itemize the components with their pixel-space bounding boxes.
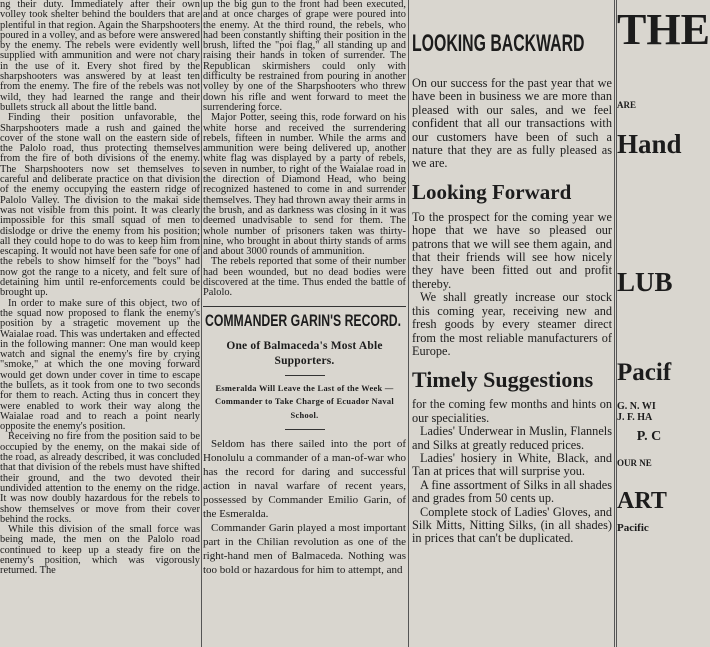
text-fragment: Hand (617, 129, 682, 159)
text-fragment: ART (617, 488, 667, 514)
ad-paragraph: A fine assortment of Silks in all shades and grades from 50 cents up. (412, 477, 612, 506)
column-3-advertisement (412, 0, 612, 647)
ad-paragraph: On our success for the past year that we have been in business we are more than pleased with our sales, and we feel confident that all our transactions with our customers have been of such a nature that they are as fully pleased as we are. (412, 76, 612, 171)
looking-backward-heading: LOOKING BACKWARD (412, 30, 585, 57)
article-paragraph: ng their duty. Immediately after their own volley took shelter behind the boulders that are plentiful in that region. Again the Sharpshooters poured in a volley, and as before were answered by the enemy. The rebels were evidently well supplied with ammunition and were not chary in the use of it. Every shot fired by the sharpshooters was answered by at least ten from the enemy. The fire of the rebels was not wild, they had learned the range and their bullets struck all about the little band. (0, 0, 200, 113)
ad-paragraph: We shall greatly increase our stock this coming year, receiving new and fresh goods by every steamer direct from the most reliable manufacturers of Europe. (412, 290, 612, 358)
ad-paragraph: Ladies' Underwear in Muslin, Flannels and Silks at greatly reduced prices. (412, 424, 612, 452)
timely-suggestions-heading: Timely Suggestions (412, 367, 594, 393)
column-rule (201, 0, 202, 647)
text-fragment: P. C (636, 429, 662, 444)
article-paragraph: While this division of the small force was being made, the men on the Palolo road continued to keep up a steady fire on the enemy's position, which was vigorously returned. The (0, 524, 200, 577)
garin-deck: Esmeralda Will Leave the Last of the Week — Commander to Take Charge of Ecuador Naval School. (214, 383, 395, 420)
article-paragraph: Finding their position unfavorable, the Sharpshooters made a rush and gained the cover of the stone wall on the eastern side of the Palolo road, thus protecting themselves from the fire of both divisions of the enemy. The Sharpshooters now set themselves to careful and deliberate practice on that division of the enemy occupying the eastern ridge of Palolo Valley. The division to the makai side was not visible from this point. It was clearly impossible for this small squad of men to dislodge or drive the enemy from his position; all they could hope to do was to keep him from escaping. It would not have been safe for one of the rebels to show himself for the "boys" had now got the range to a nicety, and felt sure of detaining him until re-enforcements could be brought up. (0, 112, 200, 299)
text-fragment: Pacific (617, 522, 649, 534)
column-rule (614, 0, 615, 647)
looking-forward-heading: Looking Forward (412, 179, 572, 204)
garin-headline: COMMANDER GARIN'S RECORD. (205, 310, 402, 330)
garin-subhead: One of Balmaceda's Most Able Supporters. (226, 339, 383, 367)
text-fragment: ARE (617, 100, 637, 110)
ad-paragraph: for the coming few months and hints on our specialities. (412, 397, 612, 425)
headline-wrap (203, 311, 406, 333)
section-divider (203, 306, 406, 307)
column-rule (408, 0, 409, 647)
column-2 (203, 0, 406, 647)
article-paragraph: up the big gun to the front had been executed, and at once charges of grape were poured into the enemy. At the third round, the rebels, who had been constantly shifting their position in the brush, lifted the "poi flag," all standing up and raising their hands in token of surrender. The Republican skirmishers could only with difficulty be restrained from pouring in another volley by one of the Sharpshooters who threw down his rifle and went forward to meet the surrendering force. (203, 0, 406, 113)
article-paragraph: In order to make sure of this object, two of the squad now proposed to flank the enemy's position by a stragetic movement up the Waialae road. This was undertaken and effected in the following manner: One man would keep watch and signal the enemy's fire by crying "smoke," at which the one moving forward would get down under cover in time to escape the bullets, as it took from one to two seconds for them to reach. Acting thus in concert they were enabled to work their way along the Waialae road and to reach a point nearly opposite the enemy's position. (0, 297, 200, 433)
article-paragraph: Major Potter, seeing this, rode forward on his white horse and received the surrendering rebels, fifteen in number. While the arms and ammunition were being delivered up, another white flag was displayed by a party of rebels, seven in number, to right of the Waialae road in the direction of Diamond Head, who being recognized hastened to come in and surrender themselves. They had thrown away their arms in the brush, and as darkness was closing in it was deemed unadvisable to send for them. The whole number of prisoners taken was thirty-nine, who brought in about thirty stands of arms and about 3000 rounds of ammunition. (203, 112, 406, 258)
text-fragment: G. N. WI (617, 401, 656, 412)
masthead-fragment: THE (617, 5, 710, 54)
article-paragraph: The rebels reported that some of their number had been wounded, but no dead bodies were discovered at the time. Thus ended the battle of Palolo. (203, 256, 406, 299)
column-1-battle-story (0, 0, 200, 647)
divider-rule (285, 429, 325, 430)
ad-paragraph: Ladies' hosiery in White, Black, and Tan at prices that will surprise you. (412, 450, 612, 479)
article-paragraph: Commander Garin played a most important part in the Chilian revolution as one of the right-hand men of Balmaceda. Nothing was too bold or hazardous for him to attempt, and (203, 522, 406, 577)
column-4-cutoff (617, 0, 710, 647)
text-fragment: LUB (617, 267, 673, 297)
text-fragment: Pacif (617, 359, 672, 386)
looking-backward-wrap (412, 30, 612, 60)
article-paragraph: Seldom has there sailed into the port of Honolulu a commander of a man-of-war who has the record for daring and successful action in naval warfare of recent years, possessed by Commander Emilio Garin, of the Esmeralda. (203, 438, 406, 521)
ad-paragraph: Complete stock of Ladies' Gloves, and Silk Mitts, Nitting Silks, (in all shades) in prices that can't be duplicated. (412, 504, 612, 546)
ad-paragraph: To the prospect for the coming year we hope that we have so pleased our patrons that we will see them again, and that their friends will see how nicely they have been fitted out and profit thereby. (412, 209, 612, 291)
text-fragment: OUR NE (617, 458, 652, 468)
article-paragraph: Receiving no fire from the position said to be occupied by the enemy, on the makai side of the road, as already described, it was concluded that that division of the rebels must have shifted their ground, and the two devoted their undivided attention to the enemy on the ridge. It was now doubly hazardous for the rebels to show themselves or move from their cover behind the rocks. (0, 431, 200, 525)
text-fragment: J. F. HA (617, 412, 653, 423)
divider-rule (285, 375, 325, 376)
